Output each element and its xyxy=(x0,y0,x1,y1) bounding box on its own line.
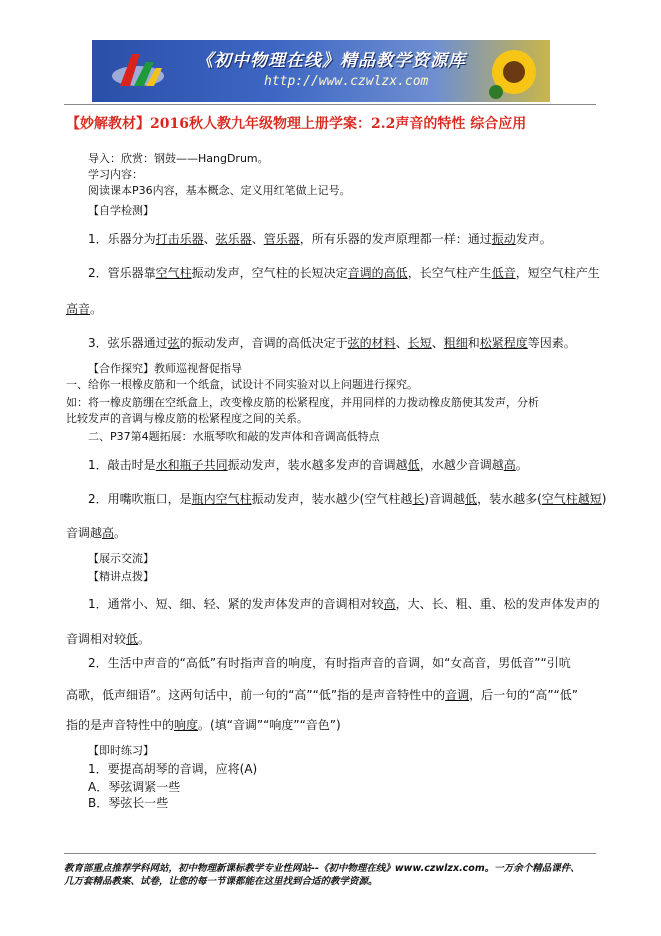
site-logo-icon xyxy=(110,46,166,96)
coop-line-2: 如：将一橡皮筋绷在空纸盒上，改变橡皮筋的松紧程度，并用同样的力拨动橡皮筋使其发声，分析 xyxy=(66,396,539,409)
key-p2: 2．生活中声音的“高低”有时指声音的响度，有时指声音的音调，如“女高音，男低音”“引吭 xyxy=(88,656,571,670)
footer-line-1: 教育部重点推荐学科网站，初中物理新课标教学专业性网站--《初中物理在线》www.czwlzx.com。一万余个精品课件、 xyxy=(64,863,580,874)
page-footer xyxy=(64,862,604,888)
coop-q2: 2．用嘴吹瓶口，是瓶内空气柱振动发声，装水越少(空气柱越长)音调越低，装水越多(空气柱越短) xyxy=(88,492,607,506)
self-check-q2-cont: 高音。 xyxy=(66,302,103,316)
document-title: 【妙解教材】2016秋人教九年级物理上册学案：2.2声音的特性 综合应用 xyxy=(66,116,527,132)
intro-line-1: 导入：欣赏：钢鼓——HangDrum。 xyxy=(88,152,269,165)
banner-url[interactable]: http://www.czwlzx.com xyxy=(264,74,429,89)
practice-option-a: A．琴弦调紧一些 xyxy=(88,780,181,794)
show-heading: 【展示交流】 xyxy=(88,552,154,565)
intro-line-2: 学习内容： xyxy=(88,168,143,181)
header-banner xyxy=(92,40,550,102)
key-p2-line-3: 指的是声音特性中的响度。(填“音调”“响度”“音色”) xyxy=(66,718,341,732)
practice-heading: 【即时练习】 xyxy=(88,744,154,757)
coop-q1: 1．敲击时是水和瓶子共同振动发声，装水越多发声的音调越低，水越少音调越高。 xyxy=(88,458,528,472)
practice-q1: 1．要提高胡琴的音调，应将(A) xyxy=(88,762,258,776)
coop-line-1: 一、给你一根橡皮筋和一个纸盒，试设计不同实验对以上问题进行探究。 xyxy=(66,378,418,391)
practice-option-b: B．琴弦长一些 xyxy=(88,796,169,810)
key-heading: 【精讲点拨】 xyxy=(88,570,154,583)
coop-line-3: 比较发声的音调与橡皮筋的松紧程度之间的关系。 xyxy=(66,412,308,425)
self-check-q2: 2．管乐器靠空气柱振动发声，空气柱的长短决定音调的高低，长空气柱产生低音，短空气柱产生 xyxy=(88,266,600,280)
self-check-q3: 3．弦乐器通过弦的振动发声，音调的高低决定于弦的材料、长短、粗细和松紧程度等因素。 xyxy=(88,336,576,350)
coop-q2-cont: 音调越高。 xyxy=(66,526,127,540)
coop-line-4: 二、P37第4题拓展：水瓶琴吹和敲的发声体和音调高低特点 xyxy=(88,430,380,443)
key-p2-line-2: 高歌，低声细语”。这两句话中，前一句的“高”“低”指的是声音特性中的音调，后一句的“高”“低” xyxy=(66,688,578,702)
coop-heading: 【合作探究】教师巡视督促指导 xyxy=(88,362,242,375)
header-divider xyxy=(64,104,596,105)
key-p1: 1．通常小、短、细、轻、紧的发声体发声的音调相对较高，大、长、粗、重、松的发声体发声的 xyxy=(88,597,600,611)
self-check-heading: 【自学检测】 xyxy=(88,204,154,217)
self-check-q1: 1．乐器分为打击乐器、弦乐器、管乐器，所有乐器的发声原理都一样：通过振动发声。 xyxy=(88,232,552,246)
intro-line-3: 阅读课本P36内容，基本概念、定义用红笔做上记号。 xyxy=(88,184,351,197)
sunflower-icon xyxy=(484,44,544,100)
key-p1-cont: 音调相对较低。 xyxy=(66,632,151,646)
footer-line-2: 几万套精品教案、试卷，让您的每一节课都能在这里找到合适的教学资源。 xyxy=(64,876,378,887)
banner-title: 《初中物理在线》精品教学资源库 xyxy=(196,51,466,71)
footer-divider xyxy=(64,853,596,854)
